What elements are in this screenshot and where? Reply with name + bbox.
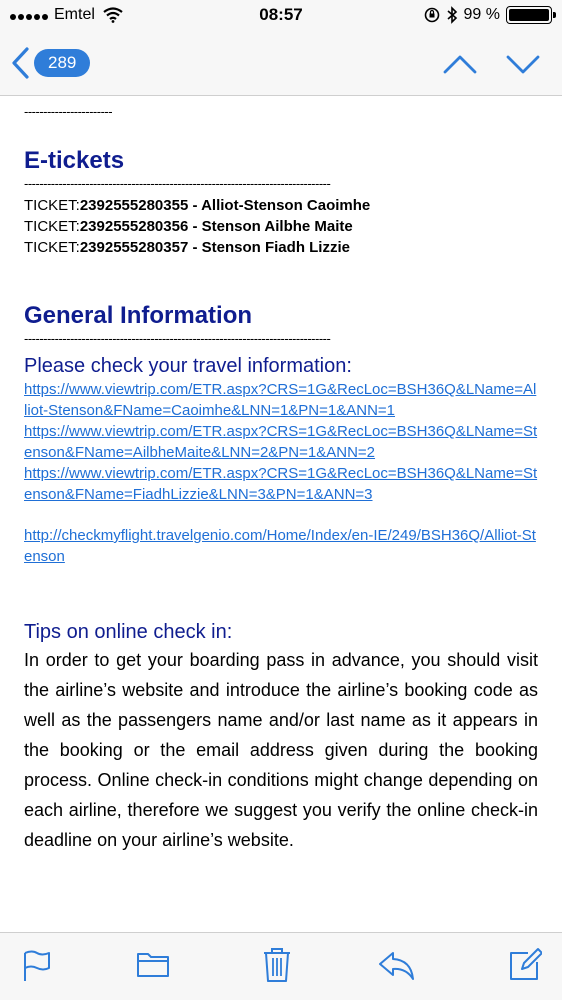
folder-icon[interactable]: [136, 949, 170, 979]
battery-icon: [506, 6, 552, 24]
trash-icon[interactable]: [262, 946, 292, 984]
reply-icon[interactable]: [376, 949, 416, 983]
message-count-badge: 289: [34, 49, 90, 77]
carrier-name: Emtel: [54, 6, 95, 23]
back-chevron-icon: [10, 46, 30, 80]
general-info-heading: General Information: [24, 302, 253, 329]
email-body: [24, 96, 538, 932]
compose-icon[interactable]: [508, 946, 542, 982]
divider: --------------------------------------------------------------------------------: [24, 176, 331, 191]
orientation-lock-icon: [424, 7, 440, 23]
up-arrow-icon[interactable]: [442, 48, 478, 80]
status-time: 08:57: [259, 5, 303, 24]
travel-info-subheading: Please check your travel information:: [24, 355, 352, 377]
down-arrow-icon[interactable]: [505, 48, 541, 80]
back-button[interactable]: [10, 46, 90, 80]
status-right: [424, 6, 552, 24]
etickets-heading: E-tickets: [24, 147, 125, 174]
ticket-row: TICKET:2392555280357 - Stenson Fiadh Lizzie: [24, 239, 350, 256]
viewtrip-link-2[interactable]: https://www.viewtrip.com/ETR.aspx?CRS=1G&RecLoc=BSH36Q&LName=Stenson&FName=AilbheMaite&LNN=2&PN=1&ANN=2: [24, 423, 538, 461]
battery-level-fill: [509, 9, 549, 21]
viewtrip-link-3[interactable]: https://www.viewtrip.com/ETR.aspx?CRS=1G&RecLoc=BSH36Q&LName=Stenson&FName=FiadhLizzie&LNN=3&PN=1&ANN=3: [24, 465, 538, 503]
ticket-row: TICKET:2392555280356 - Stenson Ailbhe Maite: [24, 218, 353, 235]
viewtrip-link-1[interactable]: https://www.viewtrip.com/ETR.aspx?CRS=1G&RecLoc=BSH36Q&LName=Alliot-Stenson&FName=Caoimhe&LNN=1&PN=1&ANN=1: [24, 381, 537, 419]
tips-heading: Tips on online check in:: [24, 621, 233, 643]
flag-icon[interactable]: [22, 949, 52, 983]
divider: --------------------------------------------------------------------------------: [24, 331, 331, 346]
nav-bar: [0, 34, 562, 96]
divider: -----------------------: [24, 104, 113, 119]
battery-percent: 99 %: [463, 6, 500, 23]
bluetooth-icon: [446, 6, 458, 24]
bottom-toolbar: [0, 932, 562, 1000]
ticket-list: [24, 195, 538, 258]
checkmyflight-link[interactable]: http://checkmyflight.travelgenio.com/Home/Index/en-IE/249/BSH36Q/Alliot-Stenson: [24, 527, 536, 565]
ticket-row: TICKET:2392555280355 - Alliot-Stenson Caoimhe: [24, 197, 371, 214]
tips-paragraph: In order to get your boarding pass in advance, you should visit the airline’s website and introduce the airline’s booking code as well as the passengers name and/or last name as it appears in the booking or the email address given during the booking process. Online check-in conditions might change depending on each airline, therefore we suggest you verify the online check-in deadline on your airline’s website.: [24, 650, 538, 850]
status-bar: [0, 0, 562, 34]
